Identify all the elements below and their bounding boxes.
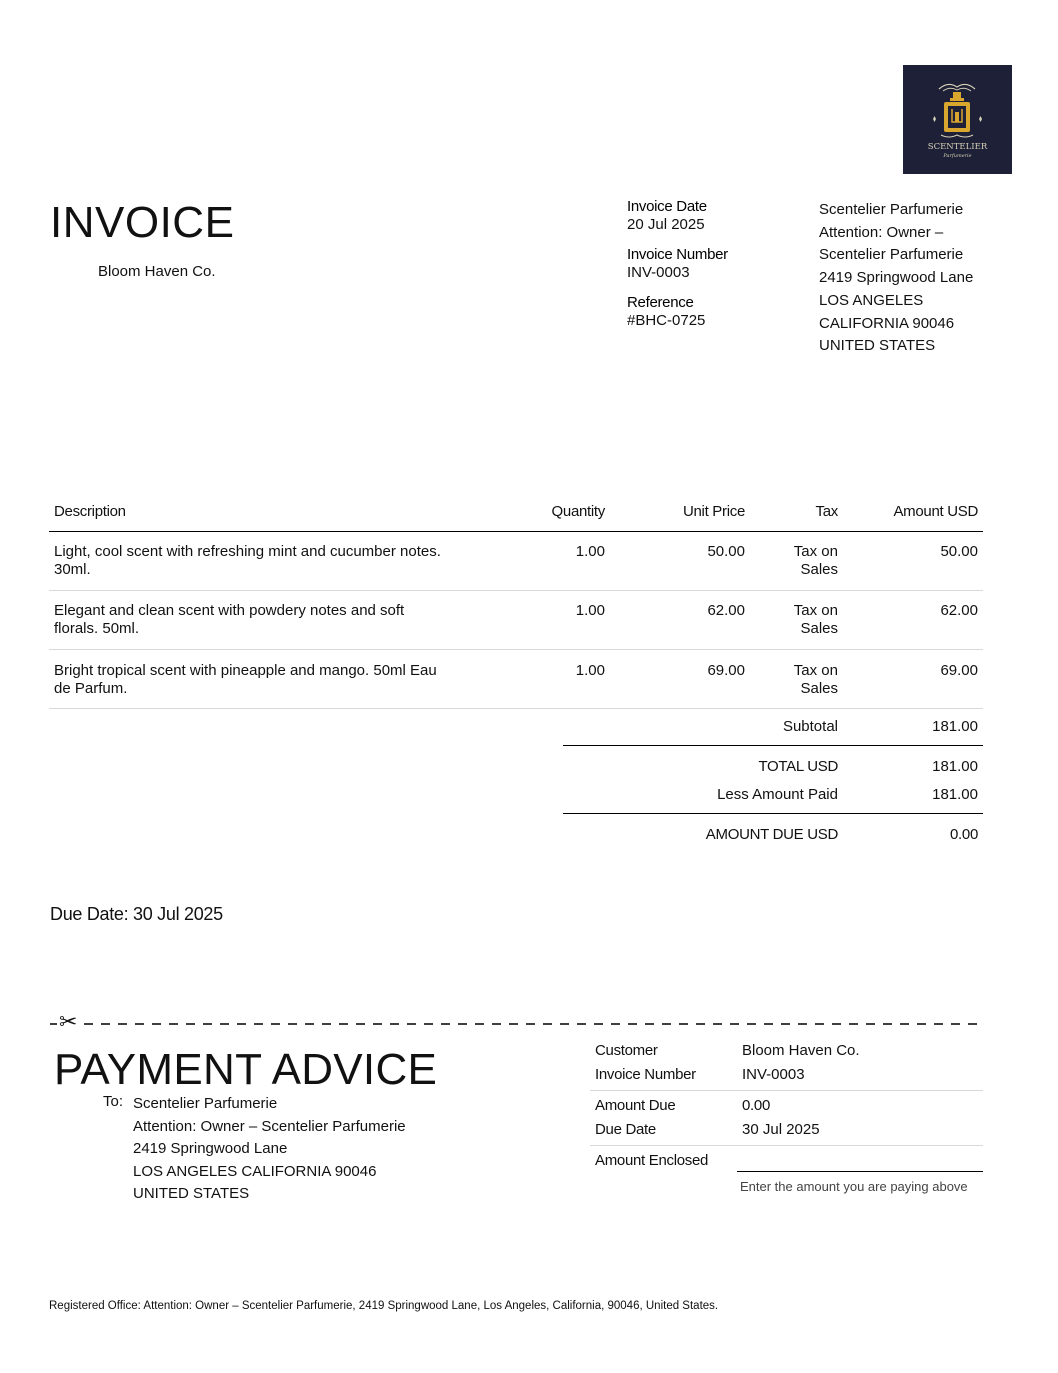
totals-block: [563, 706, 983, 851]
address-line: Scentelier Parfumerie: [819, 246, 964, 264]
item-tax: [794, 543, 838, 579]
invoice-number-label: Invoice Number: [595, 1066, 696, 1083]
page-title: INVOICE: [50, 198, 235, 247]
address-line: Scentelier Parfumerie: [133, 1095, 278, 1112]
amount-paid-label: Less Amount Paid: [717, 786, 838, 803]
scissors-icon: ✂: [59, 1009, 78, 1034]
item-tax-line: Sales: [800, 620, 838, 637]
amount-enclosed-label: Amount Enclosed: [595, 1152, 709, 1169]
invoice-date-label: Invoice Date: [627, 198, 707, 215]
table-row: [49, 650, 983, 709]
address-line: 2419 Springwood Lane: [133, 1140, 288, 1157]
reference-value: #BHC-0725: [627, 312, 706, 329]
amount-paid-value: 181.00: [932, 786, 978, 803]
item-unit-price: 50.00: [707, 543, 745, 560]
divider: [590, 1145, 983, 1146]
item-tax: [794, 602, 838, 638]
registered-office-footer: Registered Office: Attention: Owner – Scentelier Parfumerie, 2419 Springwood Lane, Los Angeles, California, 90046, United States.: [49, 1300, 719, 1312]
item-amount: 50.00: [940, 543, 978, 560]
subtotal-label: Subtotal: [782, 718, 838, 735]
company-logo: [903, 65, 1012, 174]
table-row: [49, 591, 983, 650]
item-description-line: Bright tropical scent with pineapple and mango. 50ml Eau: [54, 662, 437, 679]
seller-address: [819, 199, 973, 358]
payment-advice-details: [590, 1040, 983, 1174]
due-date-value: 30 Jul 2025: [742, 1121, 820, 1138]
due-date-label: Due Date: [595, 1121, 656, 1138]
header-unit-price: Unit Price: [682, 503, 745, 520]
header-quantity: Quantity: [551, 503, 605, 520]
invoice-number-row: [590, 1064, 983, 1088]
item-tax-line: Tax on: [793, 602, 838, 619]
payee-address: [133, 1093, 406, 1206]
invoice-number-label: Invoice Number: [627, 246, 728, 263]
header-description: Description: [54, 503, 126, 520]
item-description-line: 30ml.: [54, 561, 91, 578]
item-description-line: de Parfum.: [54, 680, 128, 697]
logo-wordmark: SCENTELIER: [927, 142, 988, 152]
address-line: CALIFORNIA 90046: [819, 314, 955, 332]
to-label: To:: [103, 1093, 124, 1110]
item-description-line: Elegant and clean scent with powdery notes and soft: [54, 602, 405, 619]
address-line: LOS ANGELES: [819, 291, 924, 309]
item-description-line: florals. 50ml.: [54, 620, 140, 637]
total-value: 181.00: [932, 758, 978, 775]
customer-value: Bloom Haven Co.: [742, 1042, 860, 1059]
logo-subtext: Parfumerie: [943, 153, 972, 159]
address-line: UNITED STATES: [133, 1185, 250, 1202]
line-items-table: [49, 500, 983, 709]
amount-due-value: 0.00: [950, 826, 978, 843]
item-tax-line: Tax on: [793, 543, 838, 560]
client-name: Bloom Haven Co.: [98, 263, 216, 280]
invoice-date-value: 20 Jul 2025: [627, 216, 705, 233]
item-quantity: 1.00: [575, 543, 605, 560]
customer-label: Customer: [595, 1042, 658, 1059]
item-amount: 69.00: [940, 662, 978, 679]
amount-due-value: 0.00: [742, 1097, 770, 1114]
divider: [590, 1090, 983, 1091]
item-quantity: 1.00: [575, 602, 605, 619]
cut-line: [50, 1023, 983, 1025]
item-description: [54, 602, 474, 638]
item-description: [54, 543, 474, 579]
header-amount: Amount USD: [893, 503, 978, 520]
address-line: LOS ANGELES CALIFORNIA 90046: [133, 1162, 377, 1180]
total-label: TOTAL USD: [758, 758, 838, 775]
invoice-number-value: INV-0003: [742, 1066, 805, 1083]
item-unit-price: 69.00: [707, 662, 745, 679]
perfume-bottle-logo-icon: [903, 65, 1012, 174]
address-line: 2419 Springwood Lane: [819, 269, 974, 287]
reference-label: Reference: [627, 294, 694, 311]
item-description: [54, 662, 474, 698]
item-description-line: Light, cool scent with refreshing mint and cucumber notes.: [54, 543, 441, 560]
address-line: Scentelier Parfumerie: [819, 201, 964, 218]
table-row: [49, 532, 983, 591]
amount-enclosed-hint: Enter the amount you are paying above: [740, 1179, 968, 1194]
address-line: UNITED STATES: [819, 337, 936, 355]
customer-row: [590, 1040, 983, 1064]
amount-due-row: [590, 1095, 983, 1119]
address-line: Attention: Owner – Scentelier Parfumerie: [133, 1117, 406, 1135]
amount-due-label: Amount Due: [595, 1097, 676, 1114]
invoice-number-value: INV-0003: [627, 264, 690, 281]
item-tax-line: Sales: [800, 680, 838, 697]
item-quantity: 1.00: [575, 662, 605, 679]
subtotal-value: 181.00: [932, 718, 978, 735]
item-amount: 62.00: [940, 602, 978, 619]
invoice-meta: [627, 198, 807, 342]
due-date-row: [590, 1119, 983, 1143]
due-date: Due Date: 30 Jul 2025: [50, 904, 223, 924]
header-tax: Tax: [815, 503, 838, 520]
totals-divider: [563, 745, 983, 746]
item-tax: [794, 662, 838, 698]
totals-divider: [563, 813, 983, 814]
amount-due-label: AMOUNT DUE USD: [705, 826, 838, 843]
item-unit-price: 62.00: [707, 602, 745, 619]
table-header: [49, 500, 983, 532]
amount-enclosed-field[interactable]: [737, 1171, 983, 1172]
payment-advice-title: PAYMENT ADVICE: [54, 1045, 438, 1094]
address-line: Attention: Owner –: [819, 223, 944, 241]
item-tax-line: Tax on: [793, 662, 838, 679]
item-tax-line: Sales: [800, 561, 838, 578]
